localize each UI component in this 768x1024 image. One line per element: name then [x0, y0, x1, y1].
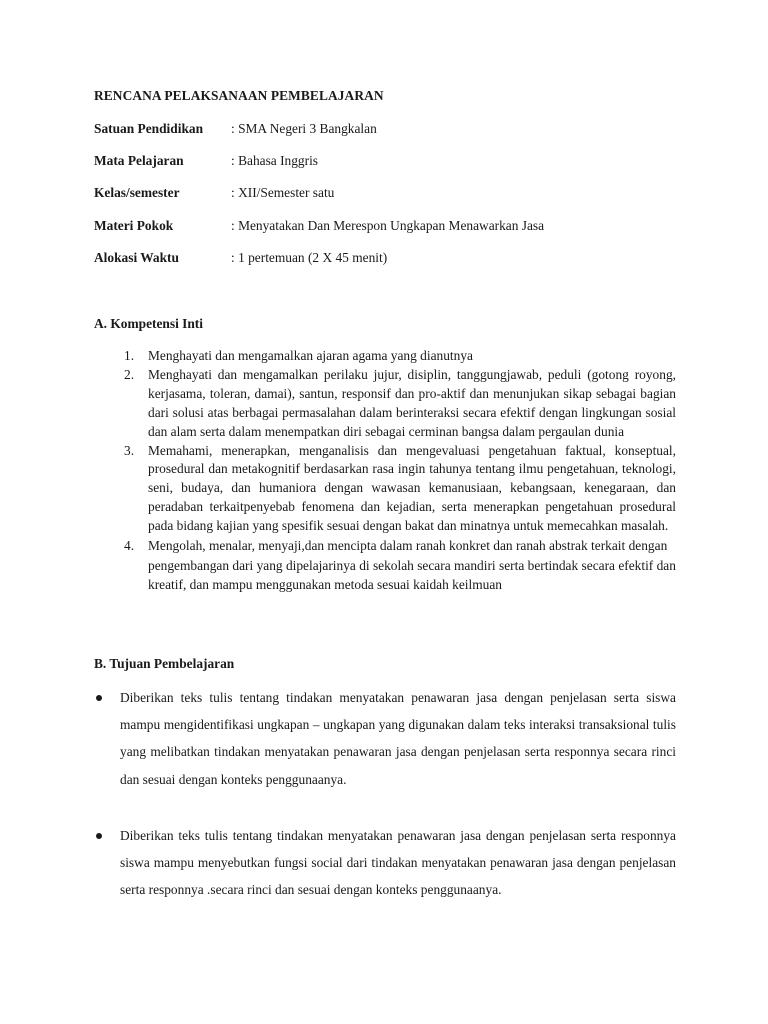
info-label: Alokasi Waktu — [94, 250, 179, 265]
tujuan-pembelajaran-list — [94, 822, 676, 904]
list-item-text: Mengolah, menalar, menyaji,dan mencipta dalam ranah konkret dan ranah abstrak terkait dengan pengembangan dari yang dipelajarinya di sekolah secara mandiri serta bertindak secara efektif dan kreatif, dan mampu menggunakan metoda sesuai kaidah keilmuan — [148, 538, 676, 593]
info-label: Satuan Pendidikan — [94, 121, 204, 136]
list-item — [94, 684, 676, 793]
list-item-text: Menghayati dan mengamalkan perilaku jujur, disiplin, tanggungjawab, peduli (gotong royong, kerjasama, toleran, damai), santun, responsif dan pro-aktif dan menunjukan sikap sebagai bagian dari solusi atas berbagai permasalahan dalam berinteraksi secara efektif dengan lingkungan sosial dan alam serta dalam menempatkan diri sebagai cerminan bangsa dalam pergaulan dunia — [148, 366, 676, 439]
info-value: : Menyatakan Dan Merespon Ungkapan Menawarkan Jasa — [231, 218, 545, 233]
info-value: : XII/Semester satu — [231, 185, 335, 200]
list-item — [118, 442, 676, 537]
info-value: : Bahasa Inggris — [231, 153, 319, 168]
list-item — [118, 366, 676, 442]
list-item-text: Diberikan teks tulis tentang tindakan menyatakan penawaran jasa dengan penjelasan serta siswa mampu mengidentifikasi ungkapan – ungkapan yang digunakan dalam teks interaksi transaksional tulis yang melibatkan tindakan menyatakan penawaran jasa dengan penjelasan serta responnya secara rinci dan sesuai dengan konteks penggunaanya. — [120, 690, 676, 787]
list-number: 3. — [124, 442, 135, 458]
list-number: 4. — [124, 538, 135, 554]
document-title: RENCANA PELAKSANAAN PEMBELAJARAN — [94, 88, 384, 103]
bullet-icon — [96, 695, 102, 701]
info-label: Kelas/semester — [94, 185, 180, 200]
list-item — [118, 536, 676, 595]
list-item — [94, 822, 676, 904]
list-item — [118, 347, 676, 366]
info-value: : SMA Negeri 3 Bangkalan — [231, 121, 377, 136]
kompetensi-inti-heading: A. Kompetensi Inti — [94, 316, 203, 331]
tujuan-pembelajaran-heading: B. Tujuan Pembelajaran — [94, 656, 235, 671]
info-label: Materi Pokok — [94, 218, 174, 233]
list-number: 2. — [124, 366, 135, 382]
list-item-text: Menghayati dan mengamalkan ajaran agama yang dianutnya — [148, 348, 473, 363]
bullet-icon — [96, 833, 102, 839]
kompetensi-inti-list — [118, 347, 676, 595]
list-item-text: Diberikan teks tulis tentang tindakan menyatakan penawaran jasa dengan penjelasan serta responnya siswa mampu menyebutkan fungsi social dari tindakan menyatakan penawaran jasa dengan penjelasan serta responnya .secara rinci dan sesuai dengan konteks penggunaanya. — [120, 828, 676, 898]
list-number: 1. — [124, 348, 135, 363]
info-label: Mata Pelajaran — [94, 153, 184, 168]
info-value: : 1 pertemuan (2 X 45 menit) — [231, 250, 388, 265]
tujuan-pembelajaran-list — [94, 684, 676, 793]
list-item-text: Memahami, menerapkan, menganalisis dan mengevaluasi pengetahuan faktual, konseptual, prosedural dan metakognitif berdasarkan rasa ingin tahunya tentang ilmu pengetahuan, teknologi, seni, budaya, dan humaniora dengan wawasan kemanusiaan, kebangsaan, kenegaraan, dan peradaban terkaitpenyebab fenomena dan kejadian, serta menerapkan pengetahuan prosedural pada bidang kajian yang spesifik sesuai dengan bakat dan minatnya untuk memecahkan masalah. — [148, 442, 676, 534]
